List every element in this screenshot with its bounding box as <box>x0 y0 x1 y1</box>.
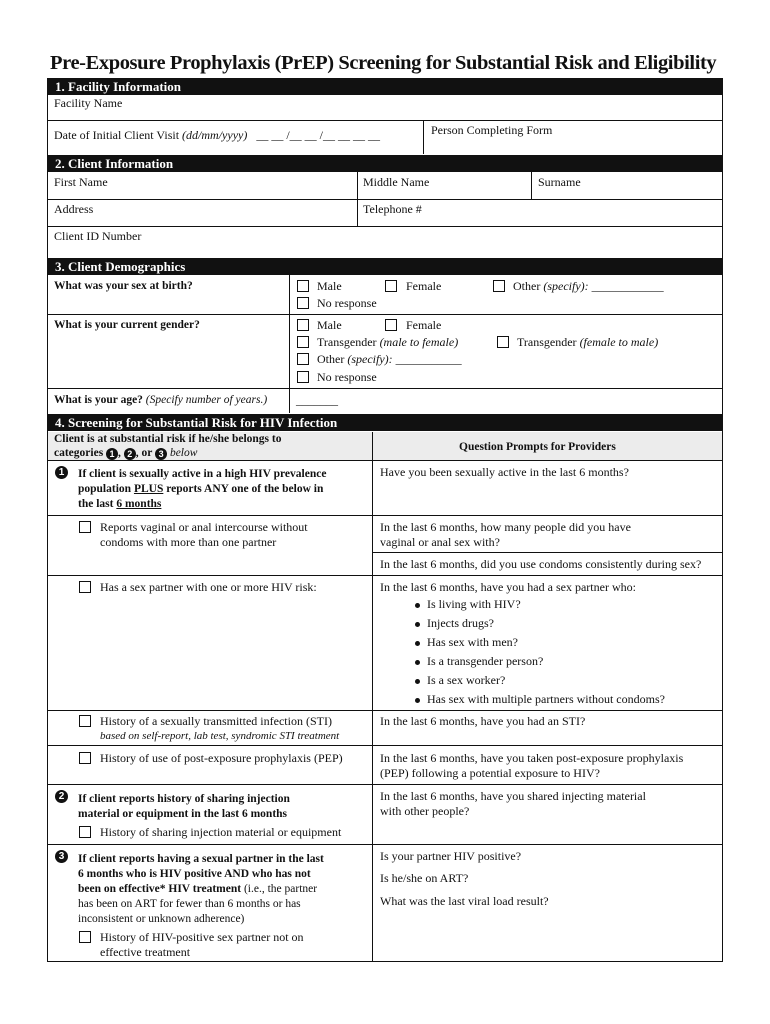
risk-bullet: Is a transgender person? <box>427 654 544 668</box>
cat3-item-line-2: effective treatment <box>100 945 191 959</box>
cat1-item3-line-2: based on self-report, lab test, syndromic STI treatment <box>100 730 340 742</box>
cat1-item1-line-1: Reports vaginal or anal intercourse without <box>100 520 308 534</box>
sex-other-blank[interactable]: ____________ <box>591 279 664 293</box>
first-name-field[interactable]: First Name <box>54 175 108 189</box>
cat2-prompt-line-2: with other people? <box>380 804 470 818</box>
divider <box>48 388 722 389</box>
left-column-header <box>54 432 281 460</box>
cat3-prompt-2: Is he/she on ART? <box>380 871 469 885</box>
sex-no-response-checkbox[interactable] <box>297 297 309 309</box>
divider <box>48 784 722 785</box>
cat3-line-4: has been on ART for fewer than 6 months or has <box>78 898 301 910</box>
bullet-icon <box>415 603 420 608</box>
client-id-field[interactable]: Client ID Number <box>54 229 142 243</box>
sex-female-checkbox[interactable] <box>385 280 397 292</box>
cat1-plus: PLUS <box>133 483 164 495</box>
divider <box>423 120 424 154</box>
divider <box>48 575 722 576</box>
trans-mf-note: (male to female) <box>379 335 459 349</box>
left-header-or: or <box>141 447 153 459</box>
bullet-icon <box>415 641 420 646</box>
cat2-line-1: If client reports history of sharing injection <box>78 793 290 805</box>
cat1-item1-label <box>100 520 308 550</box>
sex-female-label: Female <box>406 279 442 293</box>
cat1-prompt4-line-1: In the last 6 months, have you taken post-exposure prophylaxis <box>380 751 684 765</box>
form-title: Pre-Exposure Prophylaxis (PrEP) Screening for Substantial Risk and Eligibility <box>50 52 717 74</box>
cat1-line-2 <box>78 482 326 497</box>
cat1-l2a: population <box>78 483 134 495</box>
gender-other-text: Other <box>317 352 345 366</box>
cat2-line-2: material or equipment in the last 6 months <box>78 808 288 820</box>
cat1-prompt3: In the last 6 months, have you had an STI? <box>380 714 586 728</box>
sex-other-label <box>513 279 664 294</box>
cat3-l3b: (i.e., the partner <box>241 883 318 895</box>
cat1-prompt: Have you been sexually active in the last 6 months? <box>380 465 629 479</box>
cat1-item3-checkbox[interactable] <box>79 715 91 727</box>
cat3-line-1: If client reports having a sexual partner in the last <box>78 853 324 865</box>
date-format: (dd/mm/yyyy) <box>182 128 248 142</box>
cat1-item3-label <box>100 714 339 744</box>
cat3-prompt-1: Is your partner HIV positive? <box>380 849 522 863</box>
divider <box>48 314 722 315</box>
category-3-criteria <box>78 852 324 927</box>
person-completing-field[interactable]: Person Completing Form <box>431 123 553 137</box>
divider <box>48 199 722 200</box>
sex-no-response-label: No response <box>317 296 377 310</box>
risk-bullet: Is living with HIV? <box>427 597 521 611</box>
cat1-l2c: reports ANY one of the below in <box>163 483 324 495</box>
left-header-below: below <box>169 447 198 459</box>
bullet-icon <box>415 698 420 703</box>
surname-field[interactable]: Surname <box>538 175 581 189</box>
cat3-item-checkbox[interactable] <box>79 931 91 943</box>
gender-male-label: Male <box>317 318 342 332</box>
cat3-prompt-3: What was the last viral load result? <box>380 894 549 908</box>
cat1-item2-checkbox[interactable] <box>79 581 91 593</box>
divider <box>48 460 722 461</box>
sex-other-specify: (specify): <box>543 279 589 293</box>
cat1-item4-checkbox[interactable] <box>79 752 91 764</box>
sex-male-label: Male <box>317 279 342 293</box>
gender-other-label <box>317 352 462 367</box>
cat2-prompt <box>380 789 646 819</box>
sex-male-checkbox[interactable] <box>297 280 309 292</box>
address-field[interactable]: Address <box>54 202 94 216</box>
cat2-item-checkbox[interactable] <box>79 826 91 838</box>
cat1-prompt1-line-2: vaginal or anal sex with? <box>380 535 500 549</box>
cat1-prompt1-line-1: In the last 6 months, how many people did you have <box>380 520 631 534</box>
initial-visit-date-field[interactable] <box>54 128 380 143</box>
bullet-icon <box>415 622 420 627</box>
category-2-icon: 2 <box>55 790 68 803</box>
current-gender-question: What is your current gender? <box>54 319 200 331</box>
trans-mf-text: Transgender <box>317 335 377 349</box>
category-2-criteria <box>78 792 290 822</box>
divider <box>289 275 290 413</box>
cat1-l3a: the last <box>78 498 117 510</box>
age-blank-field[interactable]: _______ <box>296 393 338 407</box>
bullet-icon <box>415 679 420 684</box>
gender-trans-mf-label <box>317 335 458 350</box>
cat1-item1-line-2: condoms with more than one partner <box>100 535 277 549</box>
divider <box>48 745 722 746</box>
risk-bullet: Has sex with men? <box>427 635 518 649</box>
gender-female-label: Female <box>406 318 442 332</box>
bullet-icon <box>415 660 420 665</box>
category-1-icon: 1 <box>55 466 68 479</box>
cat2-prompt-line-1: In the last 6 months, have you shared injecting material <box>380 789 646 803</box>
right-column-header: Question Prompts for Providers <box>459 441 616 453</box>
age-question <box>54 393 267 408</box>
cat1-6-months: 6 months <box>116 498 162 510</box>
divider <box>373 552 722 553</box>
cat1-line-1: If client is sexually active in a high HIV prevalence <box>78 468 327 480</box>
middle-name-field[interactable]: Middle Name <box>363 175 430 189</box>
sex-at-birth-question: What was your sex at birth? <box>54 280 193 292</box>
sex-other-checkbox[interactable] <box>493 280 505 292</box>
cat3-line-5: inconsistent or unknown adherence) <box>78 913 245 925</box>
cat3-item-label <box>100 930 304 960</box>
cat1-prompt1b: In the last 6 months, did you use condoms consistently during sex? <box>380 557 702 571</box>
cat1-prompt4 <box>380 751 683 781</box>
date-blanks: __ __ /__ __ /__ __ __ __ <box>256 128 381 142</box>
cat1-prompt2: In the last 6 months, have you had a sex partner who: <box>380 580 636 594</box>
cat1-line-3 <box>78 497 326 512</box>
age-question-note: (Specify number of years.) <box>145 394 268 406</box>
cat1-item3-line-1: History of a sexually transmitted infection (STI) <box>100 714 332 728</box>
gender-no-response-checkbox[interactable] <box>297 371 309 383</box>
cat3-item-line-1: History of HIV-positive sex partner not on <box>100 930 304 944</box>
left-header-line-2: categories 1 , 2 , or 3 below <box>54 447 198 459</box>
risk-bullet: Is a sex worker? <box>427 673 506 687</box>
divider <box>48 226 722 227</box>
trans-fm-text: Transgender <box>517 335 577 349</box>
cat1-prompt1 <box>380 520 631 550</box>
gender-trans-mf-checkbox[interactable] <box>297 336 309 348</box>
gender-female-checkbox[interactable] <box>385 319 397 331</box>
telephone-field[interactable]: Telephone # <box>363 202 422 216</box>
cat3-line-3 <box>78 882 324 897</box>
gender-other-blank[interactable]: ___________ <box>395 352 462 366</box>
date-label: Date of Initial Client Visit <box>54 128 180 142</box>
left-header-line-1: Client is at substantial risk if he/she belongs to <box>54 433 282 445</box>
cat3-l3a: been on effective* HIV treatment <box>78 883 242 895</box>
divider <box>531 172 532 199</box>
divider <box>48 120 722 121</box>
category-3-icon: 3 <box>55 850 68 863</box>
age-question-text: What is your age? <box>54 394 143 406</box>
category-2-icon: 2 <box>124 448 136 460</box>
category-1-icon: 1 <box>106 448 118 460</box>
risk-bullet: Injects drugs? <box>427 616 494 630</box>
gender-trans-fm-checkbox[interactable] <box>497 336 509 348</box>
gender-other-specify: (specify): <box>347 352 393 366</box>
risk-bullet: Has sex with multiple partners without condoms? <box>427 692 665 706</box>
section-2-header: 2. Client Information <box>48 155 722 172</box>
category-3-icon: 3 <box>155 448 167 460</box>
left-header-categories: categories <box>54 447 104 459</box>
divider <box>48 515 722 516</box>
gender-other-checkbox[interactable] <box>297 353 309 365</box>
trans-fm-note: (female to male) <box>579 335 659 349</box>
cat1-item4-label: History of use of post-exposure prophylaxis (PEP) <box>100 751 343 765</box>
sex-other-text: Other <box>513 279 541 293</box>
facility-name-field[interactable]: Facility Name <box>54 96 123 110</box>
section-3-header: 3. Client Demographics <box>48 258 722 275</box>
divider <box>48 844 722 845</box>
gender-trans-fm-label <box>517 335 658 350</box>
section-1-header: 1. Facility Information <box>48 78 722 95</box>
gender-no-response-label: No response <box>317 370 377 384</box>
cat2-item-label: History of sharing injection material or equipment <box>100 825 342 839</box>
cat1-prompt4-line-2: (PEP) following a potential exposure to HIV? <box>380 766 600 780</box>
category-1-criteria <box>78 467 326 512</box>
cat1-item1-checkbox[interactable] <box>79 521 91 533</box>
cat3-line-2: 6 months who is HIV positive AND who has not <box>78 868 311 880</box>
cat1-item2-label: Has a sex partner with one or more HIV risk: <box>100 580 317 594</box>
divider <box>48 710 722 711</box>
section-4-header: 4. Screening for Substantial Risk for HIV Infection <box>48 414 722 431</box>
column-divider <box>372 432 373 962</box>
gender-male-checkbox[interactable] <box>297 319 309 331</box>
